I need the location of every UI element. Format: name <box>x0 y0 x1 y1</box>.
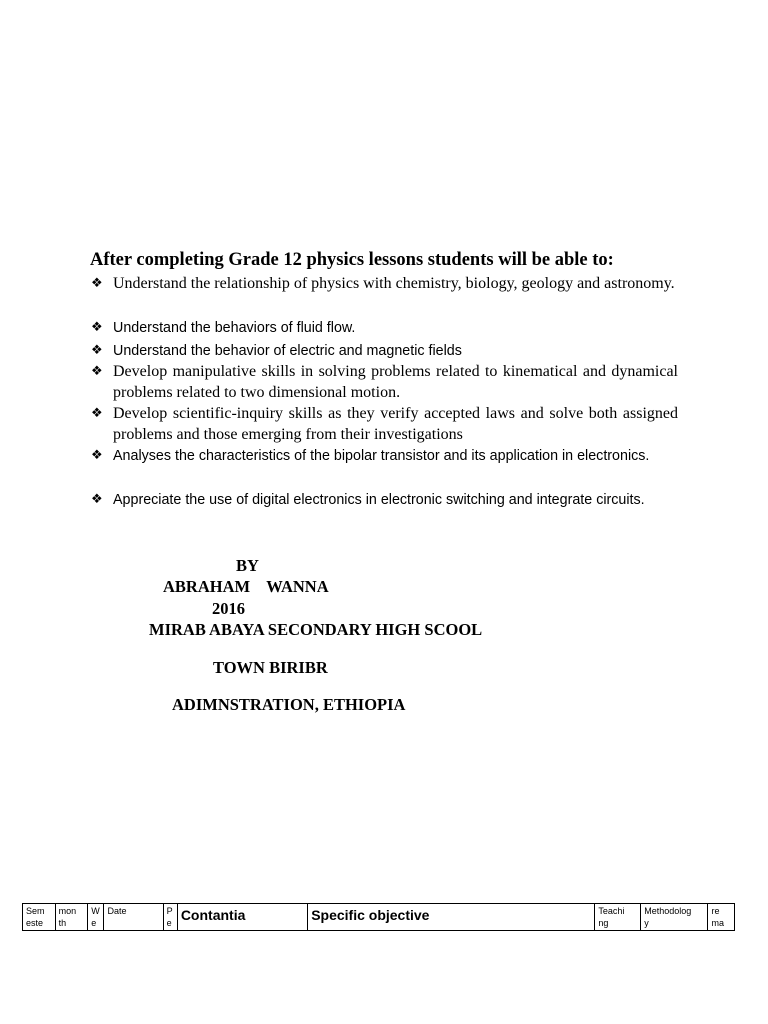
objective-text: Understand the relationship of physics with chemistry, biology, geology and astronomy. <box>113 275 675 292</box>
table-header-row <box>23 904 735 931</box>
town-name: TOWN BIRIBR <box>213 658 328 677</box>
objective-text: Analyses the characteristics of the bipolar transistor and its application in electronics. <box>113 448 650 464</box>
list-item <box>90 361 678 403</box>
diamond-bullet-icon: ❖ <box>91 448 103 463</box>
objective-text: Develop scientific-inquiry skills as they verify accepted laws and solve both assigned problems and those emerging from their investigations <box>113 405 678 443</box>
header-remark: re ma <box>708 904 735 931</box>
diamond-bullet-icon: ❖ <box>91 364 103 379</box>
diamond-bullet-icon: ❖ <box>91 276 103 291</box>
list-item <box>90 489 678 533</box>
header-specific-objective: Specific objective <box>308 904 595 931</box>
header-methodology: Methodolog y <box>641 904 708 931</box>
objectives-list <box>90 273 678 533</box>
diamond-bullet-icon: ❖ <box>91 343 103 358</box>
header-content: Contantia <box>177 904 307 931</box>
list-item <box>90 317 678 340</box>
diamond-bullet-icon: ❖ <box>91 492 103 507</box>
header-month: mon th <box>55 904 88 931</box>
objective-text: Appreciate the use of digital electronics in electronic switching and integrate circuits. <box>113 492 645 508</box>
lesson-plan-table <box>22 903 735 931</box>
header-teaching: Teachi ng <box>595 904 641 931</box>
objective-text: Understand the behaviors of fluid flow. <box>113 320 356 336</box>
author-name: ABRAHAM WANNA <box>163 577 329 596</box>
objectives-heading: After completing Grade 12 physics lessons students will be able to: <box>90 250 614 270</box>
list-item <box>90 445 678 489</box>
author-by: BY <box>236 556 259 575</box>
administration-name: ADIMNSTRATION, ETHIOPIA <box>172 695 406 714</box>
objective-text: Develop manipulative skills in solving problems related to kinematical and dynamical problems related to two dimensional motion. <box>113 363 678 401</box>
author-year: 2016 <box>212 599 245 618</box>
school-name: MIRAB ABAYA SECONDARY HIGH SCOOL <box>149 620 483 639</box>
diamond-bullet-icon: ❖ <box>91 406 103 421</box>
header-week: W e <box>88 904 104 931</box>
list-item <box>90 403 678 445</box>
list-item <box>90 273 678 317</box>
list-item <box>90 340 678 361</box>
header-period: P e <box>163 904 177 931</box>
objective-text: Understand the behavior of electric and magnetic fields <box>113 343 462 359</box>
header-date: Date <box>104 904 163 931</box>
header-semester: Sem este <box>23 904 56 931</box>
diamond-bullet-icon: ❖ <box>91 320 103 335</box>
